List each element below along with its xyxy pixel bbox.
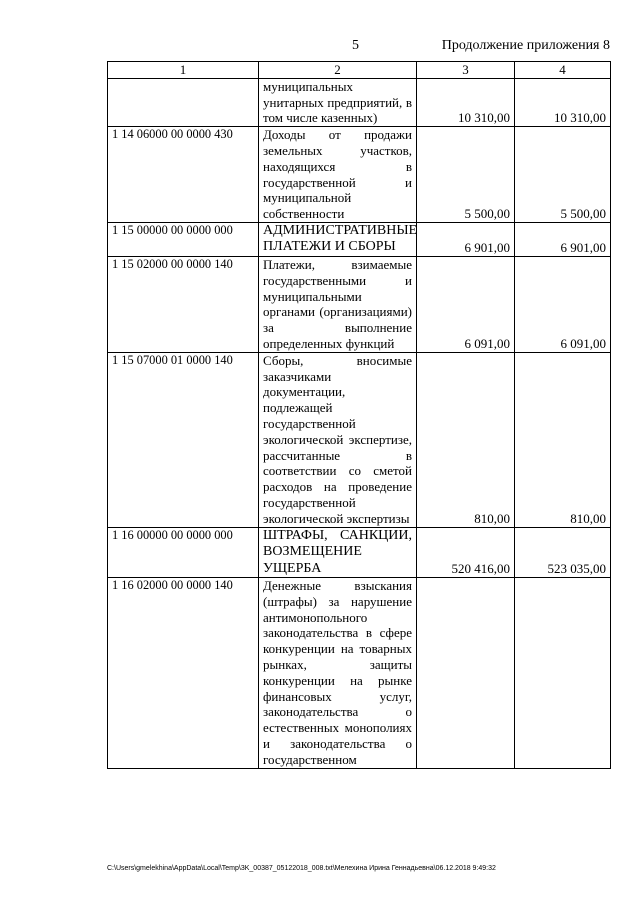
column-number: 1 xyxy=(108,62,259,79)
revenue-name-cell: Сборы, вносимые заказчиками документации, подлежащей государственной экологической экспертизе, рассчитанные в соответствии со сметой расходов на проведение государственной экологической экспертизы xyxy=(259,352,417,527)
revenue-name-cell: ШТРАФЫ, САНКЦИИ, ВОЗМЕЩЕНИЕ УЩЕРБА xyxy=(259,527,417,578)
table-row xyxy=(108,222,611,256)
budget-code-cell: 1 15 00000 00 0000 000 xyxy=(108,222,259,256)
budget-code-cell: 1 16 00000 00 0000 000 xyxy=(108,527,259,578)
amount-col3-cell: 520 416,00 xyxy=(417,527,515,578)
revenue-name-cell: муниципальных унитарных предприятий, в том числе казенных) xyxy=(259,78,417,126)
column-number-row xyxy=(108,62,611,79)
amount-col3-cell: 6 901,00 xyxy=(417,222,515,256)
column-number: 4 xyxy=(515,62,611,79)
amount-col4-cell: 6 091,00 xyxy=(515,256,611,352)
budget-code-cell xyxy=(108,78,259,126)
table-row xyxy=(108,578,611,769)
revenue-table xyxy=(107,61,611,769)
table-row xyxy=(108,127,611,223)
page-number: 5 xyxy=(352,38,359,53)
column-number: 2 xyxy=(259,62,417,79)
revenue-name-cell: Доходы от продажи земельных участков, находящихся в государственной и муниципальной собственности xyxy=(259,127,417,223)
amount-col3-cell: 5 500,00 xyxy=(417,127,515,223)
amount-col4-cell: 10 310,00 xyxy=(515,78,611,126)
amount-col3-cell: 10 310,00 xyxy=(417,78,515,126)
column-number: 3 xyxy=(417,62,515,79)
amount-col4-cell: 523 035,00 xyxy=(515,527,611,578)
amount-col3-cell xyxy=(417,578,515,769)
amount-col4-cell: 6 901,00 xyxy=(515,222,611,256)
amount-col4-cell: 810,00 xyxy=(515,352,611,527)
table-row xyxy=(108,256,611,352)
budget-code-cell: 1 16 02000 00 0000 140 xyxy=(108,578,259,769)
revenue-name-cell: АДМИНИСТРАТИВНЫЕ ПЛАТЕЖИ И СБОРЫ xyxy=(259,222,417,256)
amount-col3-cell: 6 091,00 xyxy=(417,256,515,352)
amount-col4-cell: 5 500,00 xyxy=(515,127,611,223)
revenue-name-cell: Денежные взыскания (штрафы) за нарушение антимонопольного законодательства в сфере конкуренции на товарных рынках, защиты конкуренции на рынке финансовых услуг, законодательства о естественных монополиях и законодательства о государственном xyxy=(259,578,417,769)
file-path-footer: C:\Users\gmelekhina\AppData\Local\Temp\3K_00387_05122018_008.txt\Мелехина Ирина Геннадьевна\06.12.2018 9:49:32 xyxy=(107,865,496,872)
budget-code-cell: 1 15 02000 00 0000 140 xyxy=(108,256,259,352)
continuation-label: Продолжение приложения 8 xyxy=(441,38,610,53)
table-row xyxy=(108,78,611,126)
budget-code-cell: 1 15 07000 01 0000 140 xyxy=(108,352,259,527)
revenue-name-cell: Платежи, взимаемые государственными и муниципальными органами (организациями) за выполнение определенных функций xyxy=(259,256,417,352)
budget-code-cell: 1 14 06000 00 0000 430 xyxy=(108,127,259,223)
amount-col4-cell xyxy=(515,578,611,769)
amount-col3-cell: 810,00 xyxy=(417,352,515,527)
table-row xyxy=(108,352,611,527)
table-row xyxy=(108,527,611,578)
